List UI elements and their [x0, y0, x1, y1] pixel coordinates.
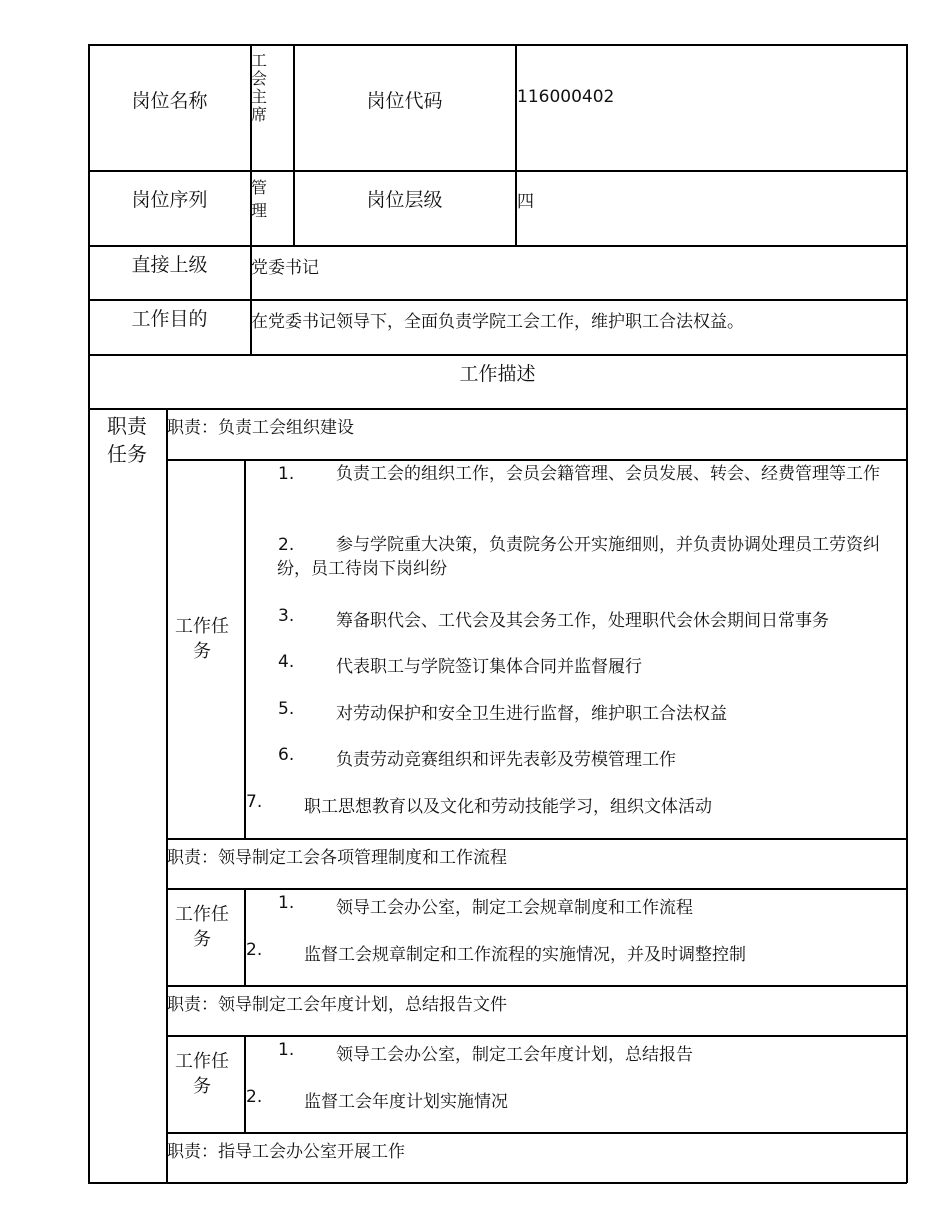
row-divider — [166, 1035, 907, 1037]
task-number: 1. — [278, 1040, 295, 1060]
task-item: 对劳动保护和安全卫生进行监督，维护职工合法权益 — [336, 704, 727, 724]
purpose-value: 在党委书记领导下，全面负责学院工会工作，维护职工合法权益。 — [251, 312, 744, 332]
row-divider — [166, 1132, 907, 1134]
purpose-label: 工作目的 — [131, 308, 208, 330]
position-code-value: 116000402 — [517, 87, 615, 107]
duty-title: 职责：指导工会办公室开展工作 — [167, 1142, 405, 1162]
duty-title: 职责：负责工会组织建设 — [167, 418, 354, 438]
row-divider — [88, 170, 907, 172]
duty-title: 职责：领导制定工会年度计划，总结报告文件 — [167, 995, 507, 1015]
task-label: 工作任务 — [175, 1051, 229, 1097]
task-item: 监督工会规章制定和工作流程的实施情况，并及时调整控制 — [304, 945, 746, 965]
table-border-left — [88, 44, 90, 1183]
task-item: 监督工会年度计划实施情况 — [304, 1092, 508, 1112]
task-number: 2. — [246, 940, 263, 960]
row-divider — [88, 408, 907, 410]
task-item: 负责劳动竞赛组织和评先表彰及劳模管理工作 — [336, 750, 676, 770]
task-number: 5. — [278, 699, 295, 719]
duties-label: 职责任务 — [107, 414, 147, 466]
task-number: 1. — [278, 893, 295, 913]
col-divider — [515, 44, 517, 246]
task-number: 3. — [278, 606, 295, 626]
task-number: 6. — [278, 745, 295, 765]
description-title: 工作描述 — [459, 363, 536, 385]
table-border-right — [906, 44, 908, 1183]
position-series-label: 岗位序列 — [131, 189, 208, 211]
col-divider — [244, 1035, 246, 1133]
row-divider — [166, 459, 907, 461]
duty-title: 职责：领导制定工会各项管理制度和工作流程 — [167, 848, 507, 868]
position-series-value: 管理 — [251, 178, 268, 220]
supervisor-value: 党委书记 — [251, 258, 319, 278]
position-level-value: 四 — [517, 192, 534, 212]
row-divider — [88, 299, 907, 301]
task-number: 4. — [278, 652, 295, 672]
col-divider — [244, 888, 246, 986]
task-item: 代表职工与学院签订集体合同并监督履行 — [336, 657, 642, 677]
row-divider — [166, 838, 907, 840]
position-name-value: 工会主席 — [251, 51, 268, 124]
col-divider — [293, 44, 295, 246]
task-item: 领导工会办公室，制定工会年度计划，总结报告 — [336, 1045, 693, 1065]
task-label: 工作任务 — [175, 904, 229, 950]
task-number: 2. — [278, 535, 295, 555]
row-divider — [166, 888, 907, 890]
row-divider — [88, 354, 907, 356]
col-divider — [244, 459, 246, 839]
position-code-label: 岗位代码 — [366, 90, 443, 112]
row-divider — [166, 985, 907, 987]
task-item: 领导工会办公室，制定工会规章制度和工作流程 — [336, 898, 693, 918]
table-border-bottom — [88, 1182, 907, 1184]
task-item: 负责工会的组织工作，会员会籍管理、会员发展、转会、经费管理等工作 — [336, 464, 880, 484]
task-number: 7. — [246, 792, 263, 812]
task-number: 2. — [246, 1087, 263, 1107]
position-name-label: 岗位名称 — [131, 90, 208, 112]
task-number: 1. — [278, 464, 295, 484]
table-border-top — [88, 44, 907, 46]
position-level-label: 岗位层级 — [366, 189, 443, 211]
task-item: 参与学院重大决策，负责院务公开实施细则，并负责协调处理员工劳资纠纷，员工待岗下岗纠纷 — [277, 535, 880, 579]
task-item: 职工思想教育以及文化和劳动技能学习，组织文体活动 — [304, 797, 712, 817]
row-divider — [88, 245, 907, 247]
task-item: 筹备职代会、工代会及其会务工作，处理职代会休会期间日常事务 — [336, 611, 829, 631]
supervisor-label: 直接上级 — [131, 254, 208, 276]
task-label: 工作任务 — [175, 616, 229, 662]
